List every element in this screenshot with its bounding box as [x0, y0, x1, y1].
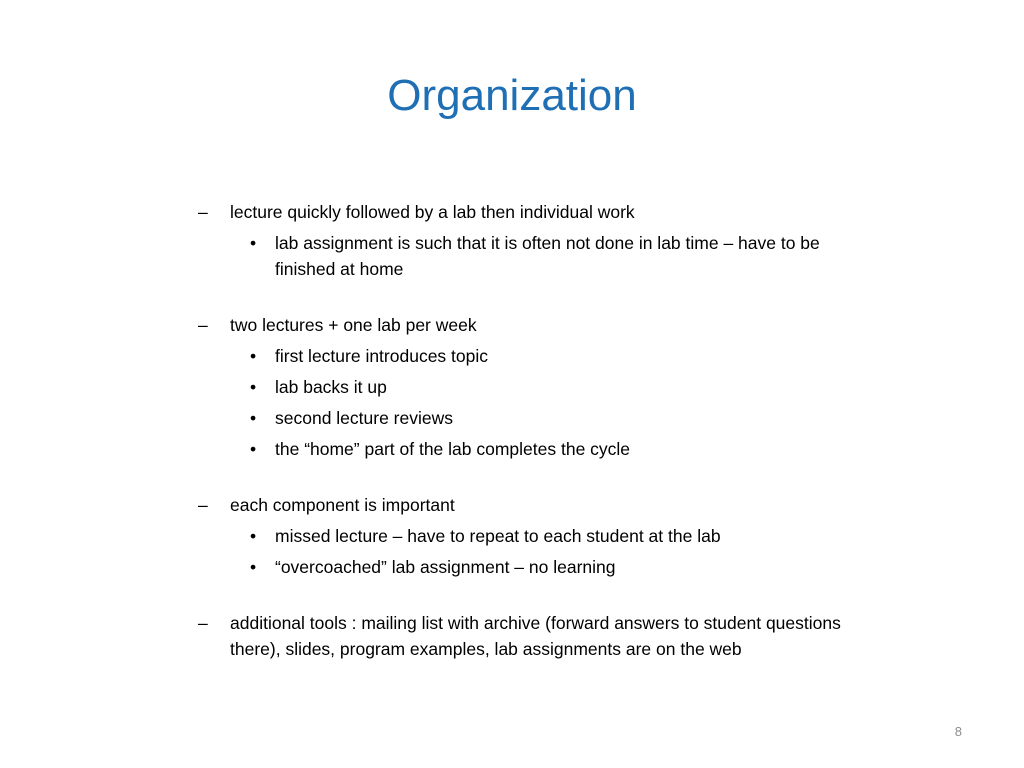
level1-item — [198, 492, 858, 518]
bullet-icon: • — [250, 408, 257, 428]
level2-item — [250, 374, 858, 400]
bullet-icon: • — [250, 346, 257, 366]
bullet-icon: • — [250, 233, 257, 253]
level1-text: each component is important — [230, 495, 455, 515]
slide-content — [198, 199, 858, 667]
level1-item — [198, 610, 858, 662]
bullet-icon: • — [250, 526, 257, 546]
level1-text: lecture quickly followed by a lab then individual work — [230, 202, 635, 222]
bullet-group — [198, 312, 858, 462]
bullet-group — [198, 492, 858, 580]
level2-text: the “home” part of the lab completes the cycle — [275, 439, 631, 459]
level2-item — [250, 343, 858, 369]
dash-icon: – — [198, 495, 208, 515]
level2-item — [250, 523, 858, 549]
level2-item — [250, 554, 858, 580]
bullet-group — [198, 199, 858, 282]
bullet-icon: • — [250, 439, 257, 459]
dash-icon: – — [198, 315, 208, 335]
level1-text: additional tools : mailing list with archive (forward answers to student questions there), slides, program examples, lab assignments are on the web — [230, 613, 841, 659]
bullet-icon: • — [250, 377, 257, 397]
bullet-icon: • — [250, 557, 257, 577]
level2-text: “overcoached” lab assignment – no learning — [275, 557, 616, 577]
level2-text: missed lecture – have to repeat to each student at the lab — [275, 526, 721, 546]
level2-item — [250, 436, 858, 462]
level2-item — [250, 405, 858, 431]
slide-title: Organization — [387, 71, 637, 120]
level2-text: second lecture reviews — [275, 408, 453, 428]
level1-item — [198, 199, 858, 225]
dash-icon: – — [198, 202, 208, 222]
page-number: 8 — [954, 724, 962, 739]
level1-text: two lectures + one lab per week — [230, 315, 477, 335]
level2-text: first lecture introduces topic — [275, 346, 489, 366]
bullet-group — [198, 610, 858, 662]
level2-text: lab backs it up — [275, 377, 387, 397]
level2-item — [250, 230, 858, 282]
dash-icon: – — [198, 613, 208, 633]
level2-text: lab assignment is such that it is often not done in lab time – have to be finished at home — [275, 233, 820, 279]
level1-item — [198, 312, 858, 338]
